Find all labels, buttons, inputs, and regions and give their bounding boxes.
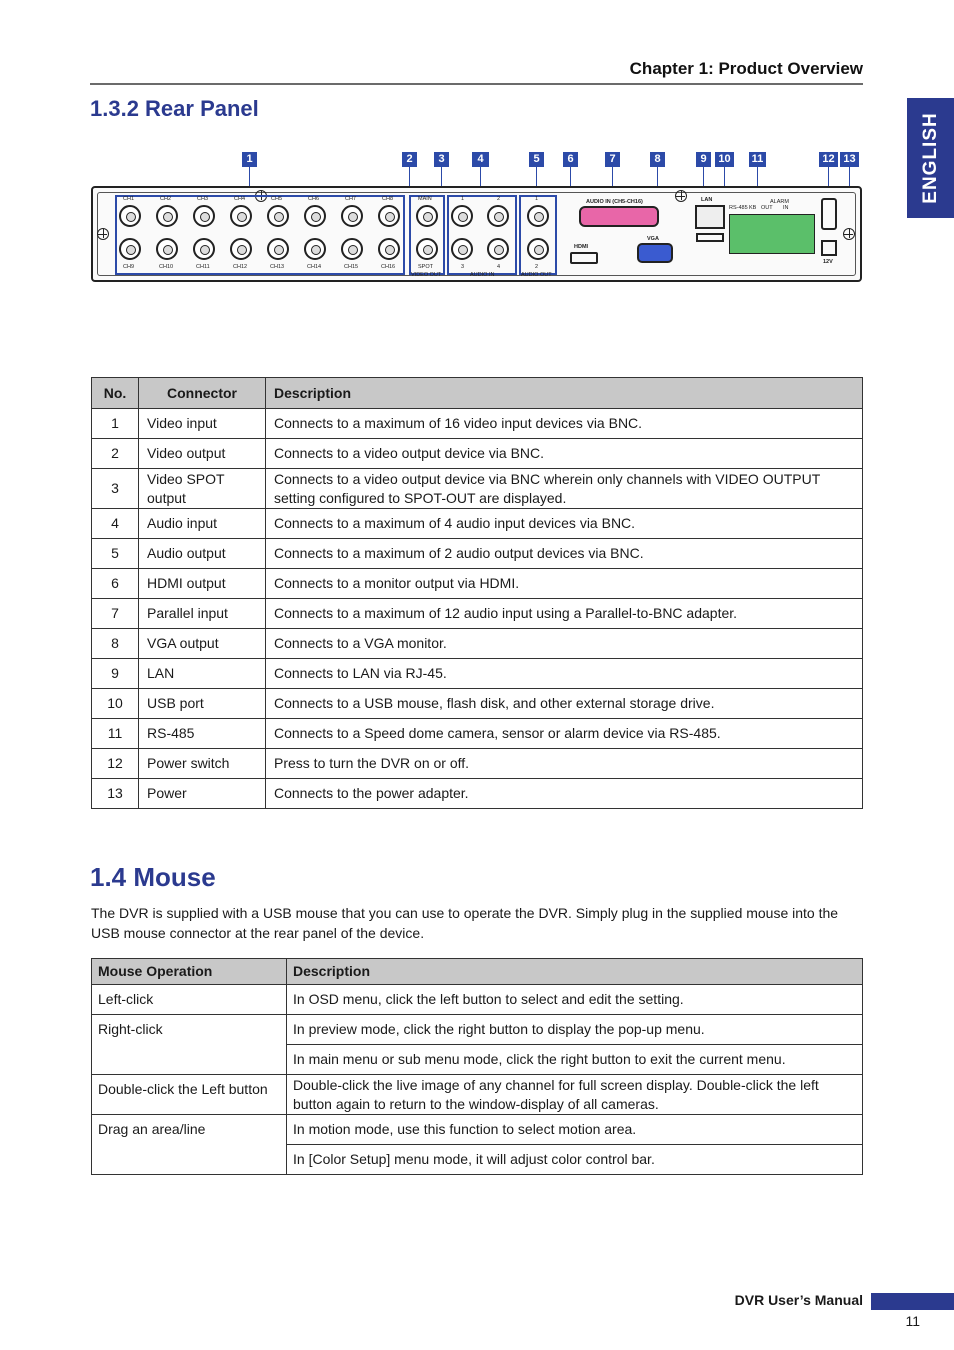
bnc-connector bbox=[156, 238, 178, 260]
vga-port bbox=[637, 243, 673, 263]
cell-description: In [Color Setup] menu mode, it will adjust color control bar. bbox=[287, 1145, 863, 1175]
table-row bbox=[92, 599, 863, 629]
cell-description: Connects to a video output device via BNC wherein only channels with VIDEO OUTPUT setting configured to SPOT-OUT are displayed. bbox=[266, 469, 863, 509]
parallel-port bbox=[579, 206, 659, 227]
audio-out-label: AUDIO OUT bbox=[521, 272, 552, 278]
bnc-connector bbox=[451, 205, 473, 227]
cell-no: 5 bbox=[92, 539, 139, 569]
cell-description: Connects to LAN via RJ-45. bbox=[266, 659, 863, 689]
video-out-label: VIDEO OUT bbox=[411, 272, 442, 278]
bnc-connector bbox=[416, 238, 438, 260]
table-row bbox=[92, 719, 863, 749]
table-row bbox=[92, 1015, 863, 1045]
cell-connector: Video output bbox=[139, 439, 266, 469]
parallel-label: AUDIO IN (CH5-CH16) bbox=[586, 199, 643, 205]
cell-no: 1 bbox=[92, 409, 139, 439]
header-description: Description bbox=[287, 959, 863, 985]
main-label: MAIN bbox=[418, 196, 432, 202]
audio-out-number: 1 bbox=[535, 196, 539, 202]
rs485-label: RS-485 bbox=[729, 205, 748, 211]
callout-7: 7 bbox=[605, 152, 620, 167]
header-connector: Connector bbox=[139, 378, 266, 409]
bnc-connector bbox=[119, 205, 141, 227]
cell-description: Press to turn the DVR on or off. bbox=[266, 749, 863, 779]
cell-description: In motion mode, use this function to select motion area. bbox=[287, 1115, 863, 1145]
chapter-header: Chapter 1: Product Overview bbox=[629, 59, 863, 78]
callout-2: 2 bbox=[402, 152, 417, 167]
bnc-connector bbox=[230, 205, 252, 227]
ch-label: CH6 bbox=[308, 196, 320, 202]
alarm-in-label: IN bbox=[783, 205, 789, 211]
page-number: 11 bbox=[905, 1313, 920, 1329]
header-description: Description bbox=[266, 378, 863, 409]
cell-connector: HDMI output bbox=[139, 569, 266, 599]
cell-description: In preview mode, click the right button to display the pop-up menu. bbox=[287, 1015, 863, 1045]
bnc-connector bbox=[267, 238, 289, 260]
language-tab bbox=[907, 98, 954, 218]
ch-label: CH3 bbox=[197, 196, 209, 202]
cell-connector: Power bbox=[139, 779, 266, 809]
table-row bbox=[92, 779, 863, 809]
callout-9: 9 bbox=[696, 152, 711, 167]
audio-in-number: 4 bbox=[497, 264, 501, 270]
lan-label: LAN bbox=[701, 197, 713, 203]
table-row bbox=[92, 1115, 863, 1145]
header-rule bbox=[90, 83, 863, 85]
lan-port bbox=[695, 205, 725, 229]
ch-label: CH11 bbox=[196, 264, 210, 270]
bnc-connector bbox=[230, 238, 252, 260]
mouse-operation-table bbox=[91, 958, 863, 1175]
ch-label: CH5 bbox=[271, 196, 283, 202]
ch-label: CH14 bbox=[307, 264, 322, 270]
cell-connector: Audio input bbox=[139, 509, 266, 539]
cell-connector: Audio output bbox=[139, 539, 266, 569]
table-row bbox=[92, 539, 863, 569]
cell-operation: Left-click bbox=[92, 985, 287, 1015]
callout-12: 12 bbox=[819, 152, 838, 167]
table-row bbox=[92, 985, 863, 1015]
bnc-connector bbox=[527, 205, 549, 227]
screw-icon bbox=[843, 228, 855, 240]
mouse-intro-paragraph: The DVR is supplied with a USB mouse that you can use to operate the DVR. Simply plug in the supplied mouse into the USB mouse connector at the rear panel of the device. bbox=[91, 905, 839, 941]
alarm-out-label: OUT bbox=[761, 205, 773, 211]
table-row bbox=[92, 689, 863, 719]
bnc-connector bbox=[527, 238, 549, 260]
cell-description: Connects to a Speed dome camera, sensor or alarm device via RS-485. bbox=[266, 719, 863, 749]
screw-icon bbox=[97, 228, 109, 240]
cell-description: Connects to a video output device via BNC. bbox=[266, 439, 863, 469]
callout-13: 13 bbox=[840, 152, 859, 167]
callout-8: 8 bbox=[650, 152, 665, 167]
ch-label: CH16 bbox=[381, 264, 396, 270]
bnc-connector bbox=[193, 205, 215, 227]
header-no: No. bbox=[92, 378, 139, 409]
ch-label: CH10 bbox=[159, 264, 174, 270]
table-row bbox=[92, 749, 863, 779]
callout-4: 4 bbox=[472, 152, 489, 167]
cell-no: 6 bbox=[92, 569, 139, 599]
hdmi-label: HDMI bbox=[574, 244, 589, 250]
cell-no: 9 bbox=[92, 659, 139, 689]
cell-no: 10 bbox=[92, 689, 139, 719]
bnc-connector bbox=[341, 238, 363, 260]
bnc-connector bbox=[304, 205, 326, 227]
table-header-row bbox=[92, 378, 863, 409]
bnc-connector bbox=[378, 205, 400, 227]
cell-description: In main menu or sub menu mode, click the right button to exit the current menu. bbox=[287, 1045, 863, 1075]
ch-label: CH4 bbox=[234, 196, 246, 202]
ch-label: CH7 bbox=[345, 196, 357, 202]
footer-bar bbox=[871, 1293, 954, 1310]
table-row bbox=[92, 659, 863, 689]
ch-label: CH9 bbox=[123, 264, 135, 270]
cell-description: Connects to a maximum of 2 audio output devices via BNC. bbox=[266, 539, 863, 569]
power-switch bbox=[821, 198, 837, 230]
cell-description: Connects to a maximum of 16 video input devices via BNC. bbox=[266, 409, 863, 439]
bnc-connector bbox=[451, 238, 473, 260]
bnc-connector bbox=[416, 205, 438, 227]
bnc-connector bbox=[267, 205, 289, 227]
cell-no: 8 bbox=[92, 629, 139, 659]
cell-no: 13 bbox=[92, 779, 139, 809]
callout-6: 6 bbox=[563, 152, 578, 167]
table-row bbox=[92, 629, 863, 659]
audio-in-label: AUDIO IN bbox=[470, 272, 495, 278]
connector-table bbox=[91, 377, 863, 809]
cell-description: Connects to a maximum of 12 audio input using a Parallel-to-BNC adapter. bbox=[266, 599, 863, 629]
cell-description: Double-click the live image of any channel for full screen display. Double-click the left button again to return to the window-display of all cameras. bbox=[287, 1075, 863, 1115]
cell-no: 11 bbox=[92, 719, 139, 749]
ch-label: CH13 bbox=[270, 264, 285, 270]
callout-1: 1 bbox=[242, 152, 257, 167]
cell-operation: Drag an area/line bbox=[92, 1115, 287, 1175]
hdmi-port bbox=[570, 252, 598, 264]
terminal-block bbox=[729, 214, 815, 254]
mouse-section-title: 1.4 Mouse bbox=[90, 862, 216, 892]
cell-connector: VGA output bbox=[139, 629, 266, 659]
bnc-connector bbox=[378, 238, 400, 260]
audio-out-number: 2 bbox=[535, 264, 539, 270]
cell-connector: Power switch bbox=[139, 749, 266, 779]
table-row bbox=[92, 569, 863, 599]
bnc-connector bbox=[193, 238, 215, 260]
bnc-connector bbox=[487, 205, 509, 227]
ch-label: CH12 bbox=[233, 264, 248, 270]
table-header-row bbox=[92, 959, 863, 985]
cell-no: 7 bbox=[92, 599, 139, 629]
cell-connector: LAN bbox=[139, 659, 266, 689]
ch-label: CH8 bbox=[382, 196, 394, 202]
audio-in-number: 3 bbox=[461, 264, 465, 270]
cell-connector: RS-485 bbox=[139, 719, 266, 749]
cell-connector: Video input bbox=[139, 409, 266, 439]
bnc-connector bbox=[156, 205, 178, 227]
audio-in-number: 1 bbox=[461, 196, 465, 202]
footer-manual-title: DVR User’s Manual bbox=[734, 1292, 863, 1308]
cell-description: Connects to a monitor output via HDMI. bbox=[266, 569, 863, 599]
callout-5: 5 bbox=[529, 152, 544, 167]
spot-label: SPOT bbox=[418, 264, 433, 270]
power-label: 12V bbox=[823, 259, 833, 265]
rear-panel-diagram bbox=[90, 150, 863, 285]
table-row bbox=[92, 439, 863, 469]
cell-description: In OSD menu, click the left button to select and edit the setting. bbox=[287, 985, 863, 1015]
cell-no: 12 bbox=[92, 749, 139, 779]
cell-operation: Right-click bbox=[92, 1015, 287, 1075]
cell-description: Connects to a maximum of 4 audio input devices via BNC. bbox=[266, 509, 863, 539]
table-row bbox=[92, 469, 863, 509]
power-jack bbox=[821, 240, 837, 256]
callout-10: 10 bbox=[715, 152, 734, 167]
usb-port bbox=[696, 233, 724, 242]
ch-label: CH2 bbox=[160, 196, 172, 202]
cell-connector: Parallel input bbox=[139, 599, 266, 629]
language-tab-label: ENGLISH bbox=[919, 112, 941, 204]
ch-label: CH15 bbox=[344, 264, 359, 270]
cell-connector: Video SPOT output bbox=[139, 469, 266, 509]
cell-description: Connects to a USB mouse, flash disk, and other external storage drive. bbox=[266, 689, 863, 719]
dvr-rear-chassis bbox=[91, 186, 862, 282]
cell-description: Connects to the power adapter. bbox=[266, 779, 863, 809]
table-row bbox=[92, 1075, 863, 1115]
audio-in-number: 2 bbox=[497, 196, 501, 202]
cell-operation: Double-click the Left button bbox=[92, 1075, 287, 1115]
callout-3: 3 bbox=[434, 152, 449, 167]
screw-icon bbox=[675, 190, 687, 202]
bnc-connector bbox=[487, 238, 509, 260]
bnc-connector bbox=[119, 238, 141, 260]
header-mouse-operation: Mouse Operation bbox=[92, 959, 287, 985]
bnc-connector bbox=[341, 205, 363, 227]
table-row bbox=[92, 509, 863, 539]
cell-no: 3 bbox=[92, 469, 139, 509]
kb-label: KB bbox=[749, 205, 757, 211]
ch-label: CH1 bbox=[123, 196, 135, 202]
callout-11: 11 bbox=[749, 152, 766, 167]
cell-connector: USB port bbox=[139, 689, 266, 719]
cell-no: 4 bbox=[92, 509, 139, 539]
vga-label: VGA bbox=[647, 236, 659, 242]
rear-panel-title: 1.3.2 Rear Panel bbox=[90, 96, 259, 121]
table-row bbox=[92, 409, 863, 439]
cell-description: Connects to a VGA monitor. bbox=[266, 629, 863, 659]
bnc-connector bbox=[304, 238, 326, 260]
cell-no: 2 bbox=[92, 439, 139, 469]
alarm-label: ALARM bbox=[770, 199, 789, 205]
